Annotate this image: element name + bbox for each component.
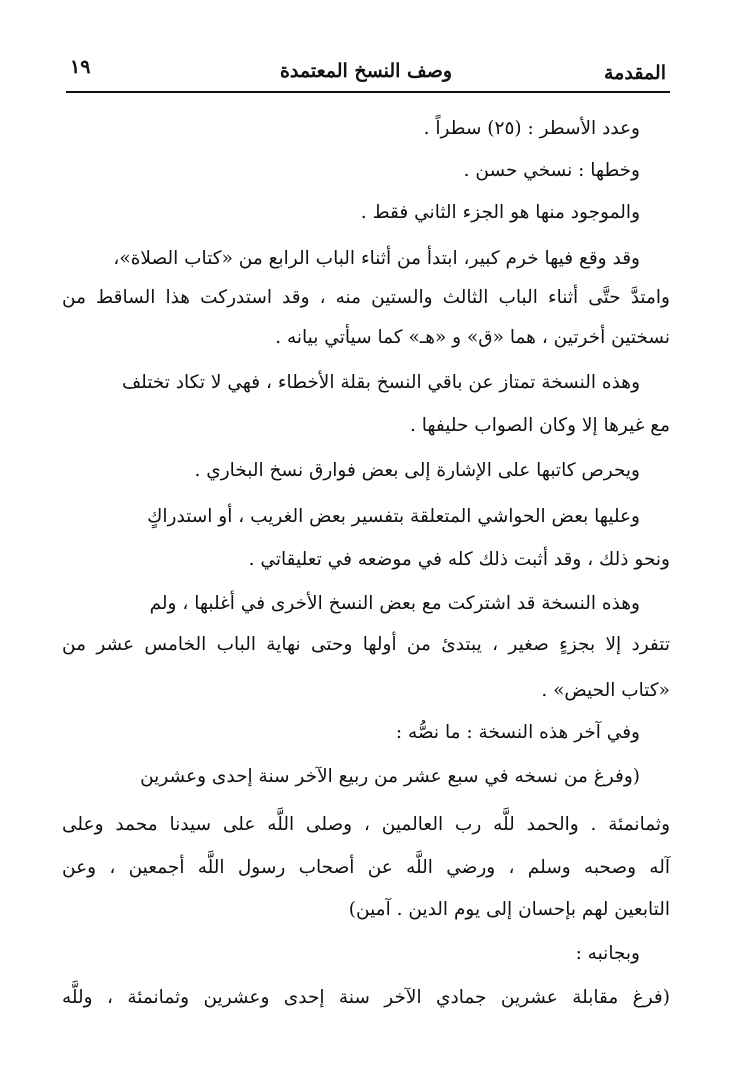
header-divider xyxy=(66,91,670,93)
text-line: تتفرد إلا بجزءٍ صغير ، يبتدئ من أولها وحتى نهاية الباب الخامس عشر من xyxy=(62,634,670,655)
text-line: وامتدَّ حتَّى أثناء الباب الثالث والستين منه ، وقد استدركت هذا الساقط من xyxy=(62,287,670,308)
text-line: وفي آخر هذه النسخة : ما نصُّه : xyxy=(395,722,640,743)
text-line: وعدد الأسطر : (٢٥) سطراً . xyxy=(423,118,640,139)
text-line: «كتاب الحيض» . xyxy=(541,680,670,701)
text-line: وعليها بعض الحواشي المتعلقة بتفسير بعض الغريب ، أو استدراكٍ xyxy=(147,506,640,527)
text-line: ويحرص كاتبها على الإشارة إلى بعض فوارق نسخ البخاري . xyxy=(194,460,640,481)
text-line: وخطها : نسخي حسن . xyxy=(463,160,640,181)
text-line: ونحو ذلك ، وقد أثبت ذلك كله في موضعه في تعليقاتي . xyxy=(248,549,670,570)
text-line: (فرغ مقابلة عشرين جمادي الآخر سنة إحدى وعشرين وثمانمئة ، وللَّه xyxy=(62,987,670,1008)
text-line: وهذه النسخة قد اشتركت مع بعض النسخ الأخرى في أغلبها ، ولم xyxy=(149,593,640,614)
section-title: المقدمة xyxy=(603,62,666,84)
text-line: والموجود منها هو الجزء الثاني فقط . xyxy=(360,202,640,223)
chapter-title: وصف النسخ المعتمدة xyxy=(279,60,453,82)
text-line: وبجانبه : xyxy=(575,943,640,964)
text-line: وهذه النسخة تمتاز عن باقي النسخ بقلة الأخطاء ، فهي لا تكاد تختلف xyxy=(121,372,640,393)
text-line: (وفرغ من نسخه في سبع عشر من ربيع الآخر سنة إحدى وعشرين xyxy=(140,766,640,787)
running-header xyxy=(66,54,666,90)
page-number: ١٩ xyxy=(70,56,91,78)
text-line: مع غيرها إلا وكان الصواب حليفها . xyxy=(409,415,670,436)
text-line: وثمانمئة . والحمد للَّه رب العالمين ، وصلى اللَّه على سيدنا محمد وعلى xyxy=(62,814,670,835)
text-line: وقد وقع فيها خرم كبير، ابتدأ من أثناء الباب الرابع من «كتاب الصلاة»، xyxy=(113,248,640,269)
text-line: آله وصحبه وسلم ، ورضي اللَّه عن أصحاب رسول اللَّه أجمعين ، وعن xyxy=(62,857,670,878)
text-line: نسختين أخرتين ، هما «ق» و «هـ» كما سيأتي بيانه . xyxy=(275,327,670,348)
text-line: التابعين لهم بإحسان إلى يوم الدين . آمين) xyxy=(348,899,670,920)
